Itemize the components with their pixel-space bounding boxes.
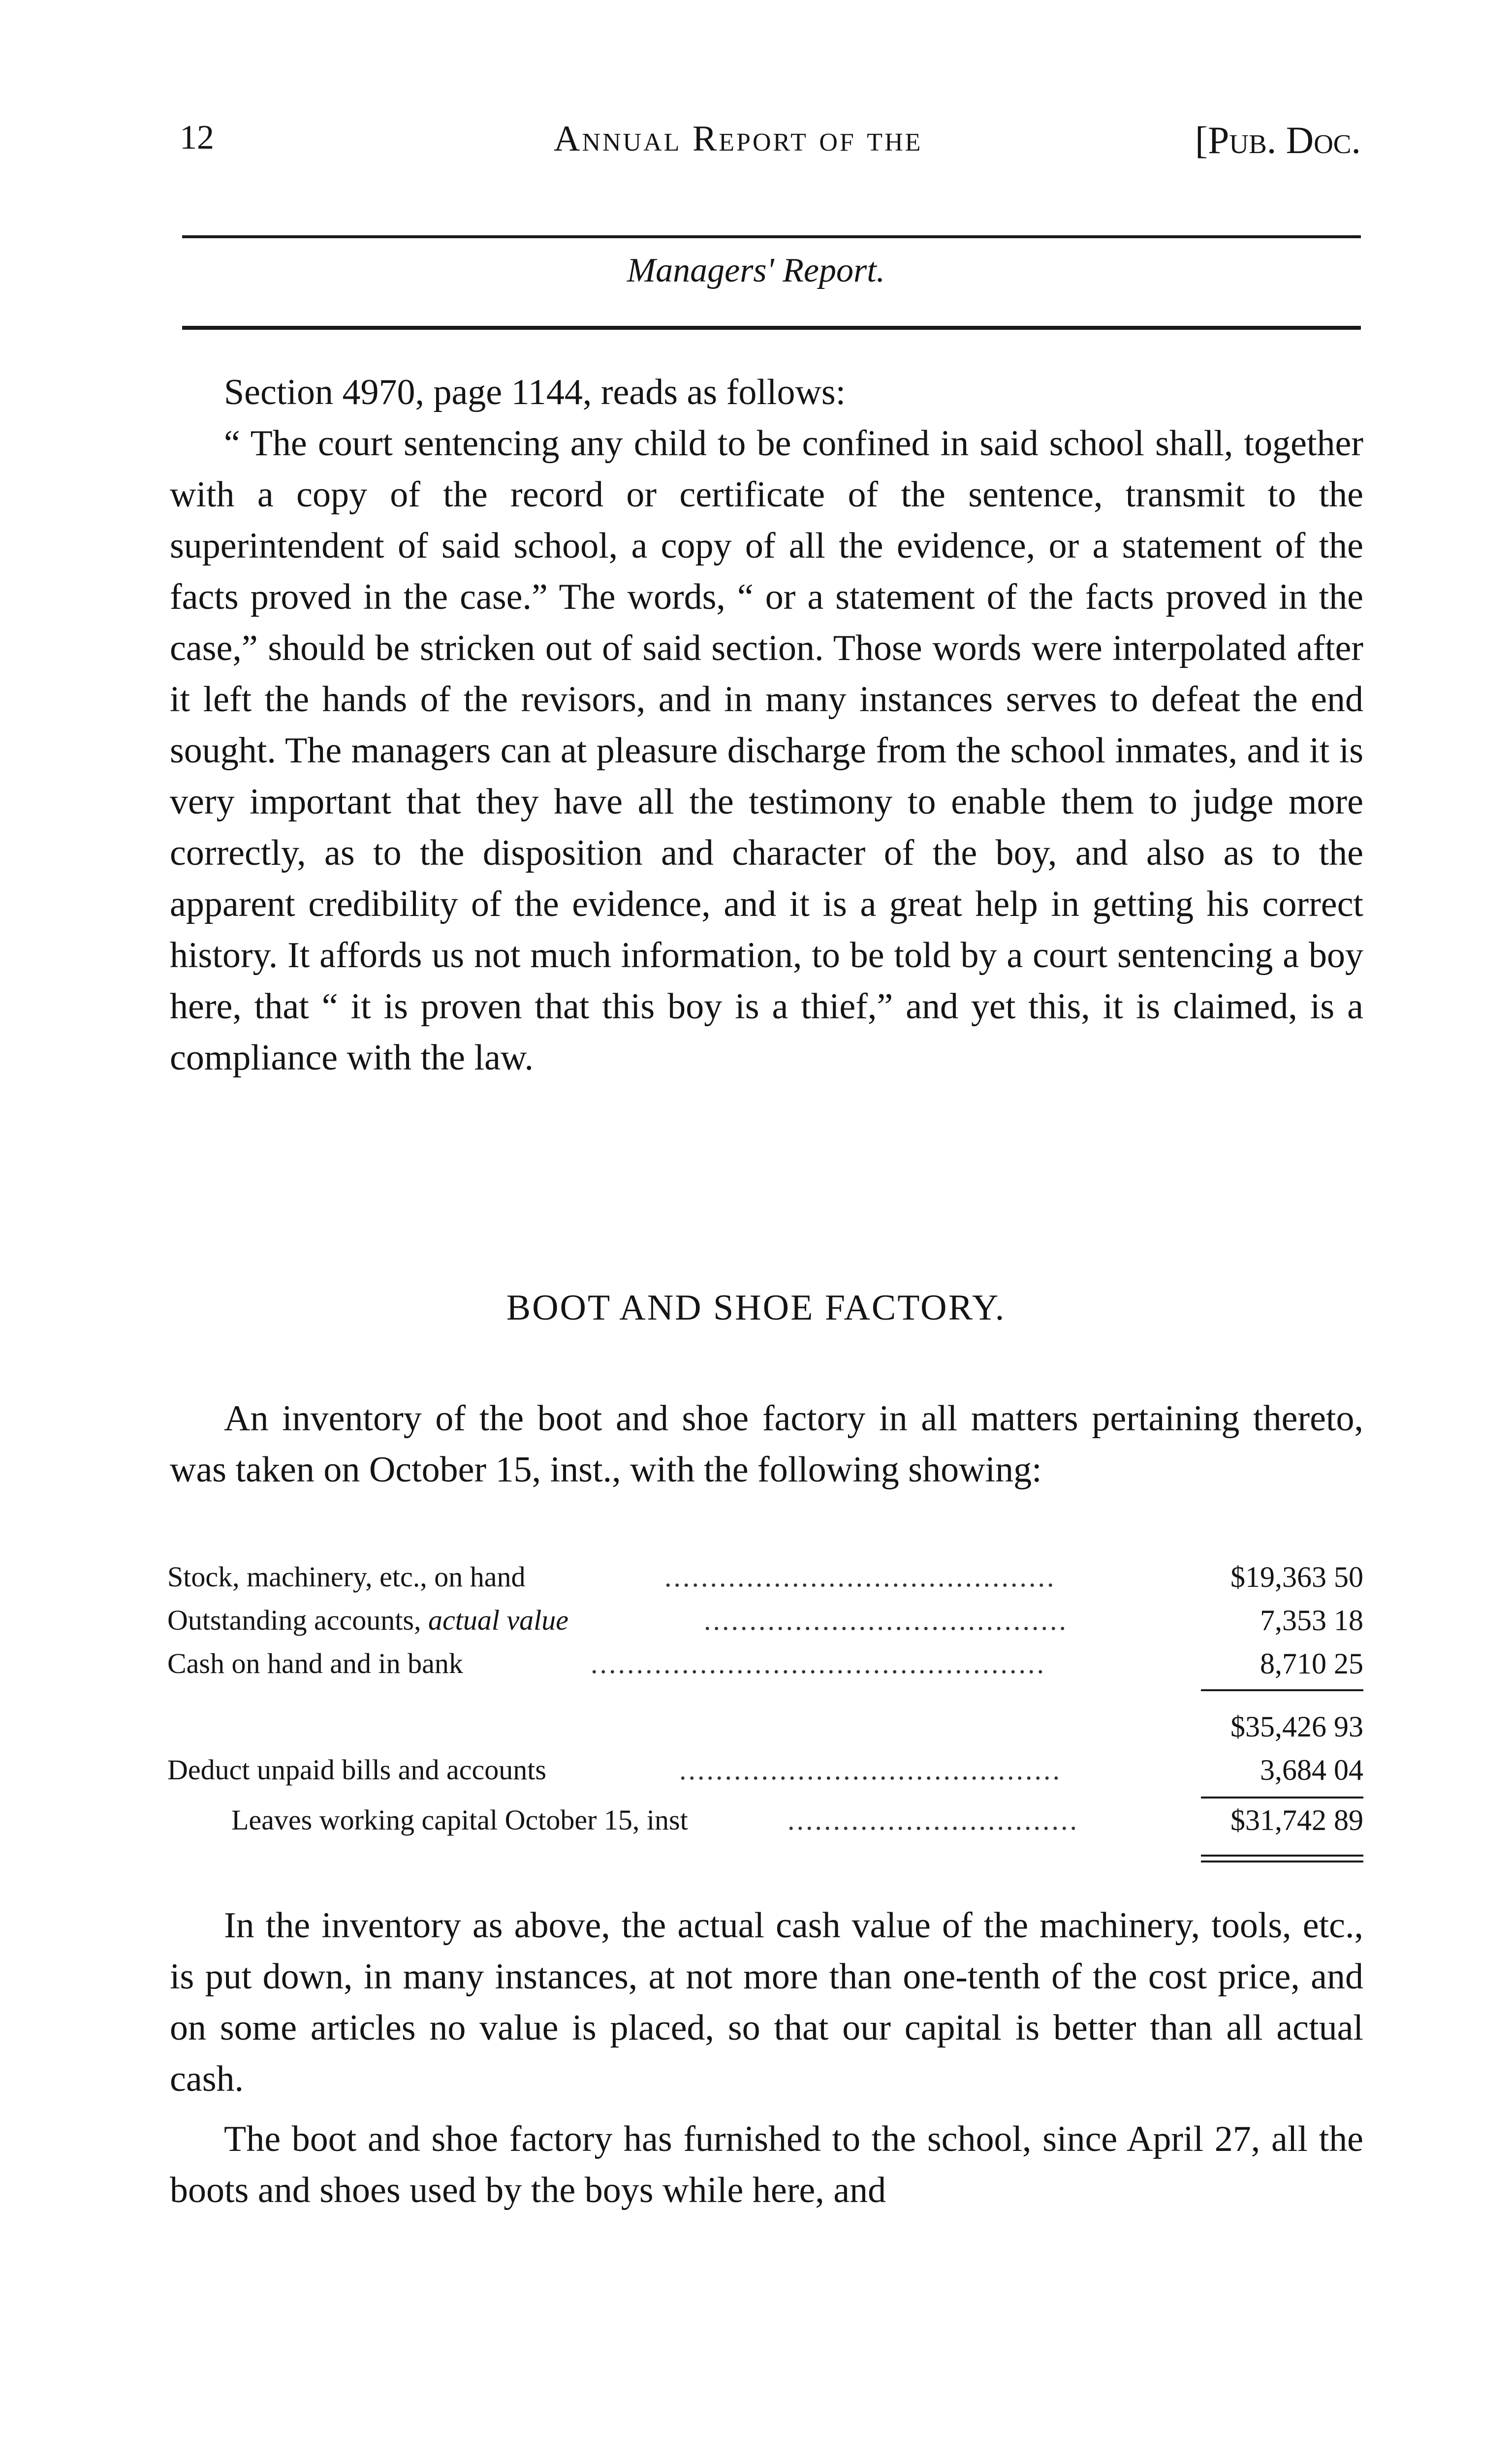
running-title: Annual Report of the — [554, 119, 923, 159]
paragraph-statute-commentary: “ The court sentencing any child to be confined in said school shall, together with a copy of the record or certificate of the sentence, transmit to the superintendent of said school, a copy of all the evidence, or a statement of the facts proved in the case.” The words, “ or a statement of the facts proved in the case,” should be stricken out of said section. Those words were interpolated after it left the hands of the revisors, and in many instances serves to defeat the end sought. The managers can at pleasure discharge from the school inmates, and it is very important that they have all the testimony to enable them to judge more correctly, as to the disposition and character of the boy, and also as to the apparent credibility of the evidence, and it is a great help in getting his correct history. It affords us not much information, to be told by a court sentencing a boy here, that “ it is proven that this boy is a thief,” and yet this, it is claimed, is a compliance with the law. — [170, 423, 1363, 1078]
paragraph-inventory-valuation: In the inventory as above, the actual cash value of the machinery, tools, etc., is put down, in many instances, at not more than one-tenth of the cost price, and on some articles no value is placed, so that our capital is better than all actual cash. — [170, 1905, 1363, 2099]
leader-dots: ........................................... — [664, 1561, 1056, 1593]
paragraph-section-reference: Section 4970, page 1144, reads as follows: — [224, 372, 846, 412]
ledger-label: Stock, machinery, etc., on hand — [167, 1561, 526, 1593]
sum-rule — [1201, 1689, 1363, 1691]
ledger-row-subtotal — [167, 1705, 1363, 1748]
leader-dots: ................................ — [788, 1804, 1079, 1836]
total-double-rule-top — [1201, 1855, 1363, 1857]
ledger-row-outstanding — [167, 1599, 1363, 1642]
header-rule-top — [182, 235, 1361, 238]
document-reference: [Pub. Doc. — [1195, 119, 1361, 161]
ledger-amount: 8,710 25 — [1260, 1647, 1363, 1680]
ledger-amount: 7,353 18 — [1260, 1604, 1363, 1637]
inventory-intro — [170, 1393, 1363, 1495]
total-double-rule-bottom — [1201, 1861, 1363, 1862]
header-rule-bottom — [182, 326, 1361, 330]
ledger-label: Deduct unpaid bills and accounts — [167, 1754, 546, 1786]
inventory-ledger — [167, 1555, 1363, 1842]
ledger-label: Leaves working capital October 15, inst — [231, 1804, 688, 1836]
ledger-amount: $31,742 89 — [1230, 1804, 1363, 1836]
leader-dots: .......................................... — [679, 1754, 1062, 1786]
ledger-row-working-capital — [167, 1798, 1363, 1842]
leader-dots: ........................................ — [704, 1604, 1068, 1636]
leader-dots: .................................................. — [591, 1647, 1046, 1679]
ledger-row-cash — [167, 1642, 1363, 1685]
ledger-amount: $35,426 93 — [1230, 1710, 1363, 1743]
ledger-label: Cash on hand and in bank — [167, 1647, 463, 1679]
intro-text — [170, 367, 1363, 1083]
ledger-row-stock — [167, 1555, 1363, 1599]
page-number: 12 — [180, 119, 214, 157]
paragraph-factory-supply: The boot and shoe factory has furnished to the school, since April 27, all the boots and shoes used by the boys while here, and — [170, 2119, 1363, 2210]
ledger-label: Outstanding accounts, actual value — [167, 1604, 569, 1636]
ledger-amount: 3,684 04 — [1260, 1754, 1363, 1786]
factory-heading: BOOT AND SHOE FACTORY. — [506, 1288, 1006, 1328]
paragraph-inventory-intro: An inventory of the boot and shoe factory in all matters pertaining thereto, was taken on October 15, inst., with the following showing: — [170, 1398, 1363, 1490]
section-label: Managers' Report. — [627, 252, 885, 289]
closing-text — [170, 1900, 1363, 2216]
ledger-label-italic: actual value — [428, 1604, 569, 1636]
ledger-amount: $19,363 50 — [1230, 1561, 1363, 1593]
ledger-row-deduct — [167, 1748, 1363, 1792]
running-head — [180, 118, 1361, 177]
